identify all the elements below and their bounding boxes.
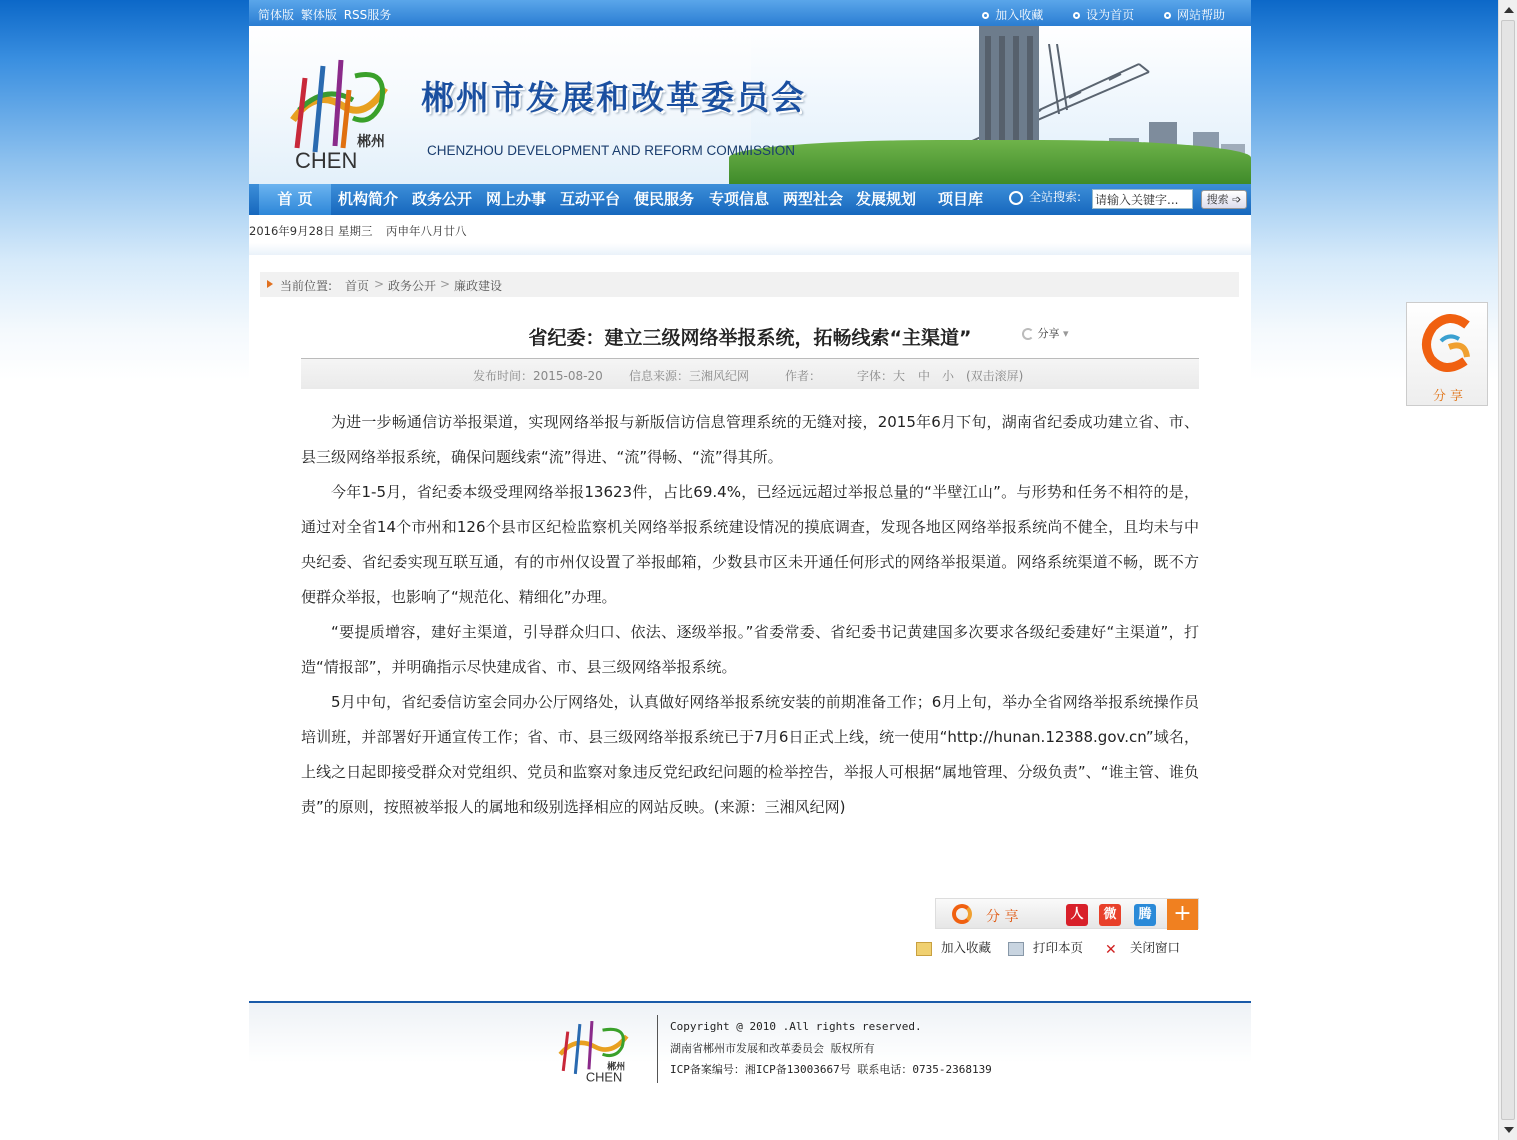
link-simplified[interactable]: 简体版 [258,8,295,22]
close-window-label: 关闭窗口 [1130,940,1181,955]
renren-icon[interactable]: 人 [1066,904,1088,926]
bullet-icon [982,12,989,19]
footer [249,1001,1251,1140]
font-medium-button[interactable]: 中 [918,369,931,383]
scroll-down-icon[interactable] [1504,1127,1514,1133]
footer-divider [657,1015,658,1083]
lunar-date: 丙申年八月廿八 [386,224,467,238]
chevron-right-icon: > [374,277,385,291]
bullet-icon [1164,12,1171,19]
nav-item-two-type-society[interactable]: 两型社会 [783,190,844,208]
scrollbar-thumb[interactable] [1501,20,1515,1120]
icp-info: ICP备案编号：湘ICP备13003667号 联系电话：0735-2368139 [670,1063,992,1076]
search-button[interactable] [1201,190,1247,209]
site-search [1009,188,1242,206]
search-input[interactable] [1092,189,1193,209]
header-banner [249,26,1251,184]
link-set-homepage[interactable] [1073,8,1134,22]
info-source: 信息来源：三湘风纪网 [629,369,750,383]
floating-share-button[interactable] [1406,302,1488,406]
nav-item-interaction[interactable]: 互动平台 [560,190,621,208]
share-logo-icon [1419,311,1477,377]
share-icon [1022,328,1034,340]
nav-item-gov-affairs[interactable]: 政务公开 [412,190,473,208]
breadcrumb-gov-affairs[interactable]: 政务公开 [388,279,437,293]
nav-item-project-library[interactable]: 项目库 [938,190,984,208]
link-rss[interactable]: RSS服务 [343,8,392,22]
search-button-label: 搜索 [1206,193,1229,206]
version-links [258,6,394,23]
link-add-favorite[interactable] [982,8,1043,22]
site-title: 郴州市发展和改革委员会 [421,78,806,117]
date-bar-fade [249,243,1251,255]
print-page-button[interactable] [1008,938,1083,956]
article-paragraph: 5月中旬，省纪委信访室会同办公厅网络处，认真做好网络举报系统安装的前期准备工作；6月上旬，举办全省网络举报系统操作员培训班，并部署好开通宣传工作；省、市、县三级网络举报系统已于7月6日正式上线，统一使用“http://hunan.12388.gov.cn”域名，上线之日起即接受群众对党组织、党员和监察对象违反党纪政纪问题的检举控告，举报人可根据“属地管理、分级负责”、“谁主管、谁负责”的原则，按照被举报人的属地和级别选择相应的网站反映。(来源：三湘风纪网) [301,693,1199,816]
main-content [249,255,1251,1008]
breadcrumb-home[interactable]: 首页 [345,279,370,293]
top-utility-bar [249,0,1251,26]
vertical-scrollbar[interactable] [1498,0,1517,1140]
nav-item-online-services[interactable]: 网上办事 [486,190,547,208]
share-dropdown-label: 分享 [1037,327,1060,340]
arrow-right-icon [267,280,273,288]
main-nav [249,184,1251,215]
share-dropdown[interactable] [1022,325,1069,341]
nav-item-public-services[interactable]: 便民服务 [634,190,695,208]
footer-logo [555,1015,641,1083]
tencent-weibo-icon[interactable]: 腾 [1134,904,1156,926]
nav-item-special-info[interactable]: 专项信息 [709,190,770,208]
article-meta [301,358,1199,389]
current-weekday: 星期三 [338,224,373,238]
author: 作者： [785,369,822,383]
search-icon [1009,191,1023,205]
breadcrumb-integrity: 廉政建设 [454,279,503,293]
arrow-right-icon: ➩ [1232,193,1242,206]
add-favorite-label: 加入收藏 [941,940,992,955]
floating-share-label: 分 享 [1432,389,1464,404]
close-icon: ✕ [1105,941,1117,958]
link-set-homepage-label: 设为首页 [1086,8,1135,22]
font-large-button[interactable]: 大 [893,369,906,383]
share-logo-icon[interactable] [952,904,972,924]
footer-text [670,1016,992,1081]
owner: 湖南省郴州市发展和改革委员会 版权所有 [670,1041,875,1055]
site-subtitle: CHENZHOU DEVELOPMENT AND REFORM COMMISSION [427,143,796,158]
footer-logo-text: CHEN [585,1069,623,1083]
scroll-hint: (双击滚屏) [966,369,1024,383]
printer-icon [1008,942,1024,956]
link-traditional[interactable]: 繁体版 [300,8,337,22]
article-title: 省纪委：建立三级网络举报系统，拓畅线索“主渠道” [528,327,972,349]
footer-logo-chars: 郴州 [607,1062,626,1073]
nav-item-about[interactable]: 机构简介 [338,190,399,208]
logo-chars: 郴州 [357,134,385,150]
article-body [301,405,1199,825]
share-toolbar [935,898,1199,929]
search-label: 全站搜索: [1029,190,1082,204]
share-label[interactable]: 分 享 [986,909,1019,925]
page-wrapper [249,0,1251,1140]
font-size-label: 字体： [857,369,894,383]
nav-item-home[interactable]: 首 页 [259,184,331,215]
chevron-right-icon: > [440,277,451,291]
article-paragraph: 今年1-5月，省纪委本级受理网络举报13623件，占比69.4%，已经远远超过举报总量的“半壁江山”。与形势和任务不相符的是，通过对全省14个市州和126个县市区纪检监察机关网络举报系统建设情况的摸底调查，发现各地区网络举报系统尚不健全，且均未与中央纪委、省纪委实现互联互通，有的市州仅设置了举报邮箱，少数县市区未开通任何形式的网络举报渠道。网络系统渠道不畅，既不方便群众举报，也影响了“规范化、精细化”办理。 [301,483,1199,606]
chenzhou-logo [285,48,397,170]
article-paragraph: “要提质增容，建好主渠道，引导群众归口、依法、逐级举报。”省委常委、省纪委书记黄建国多次要求各级纪委建好“主渠道”，打造“情报部”，并明确指示尽快建成省、市、县三级网络举报系统。 [301,623,1199,676]
folder-icon [916,942,932,956]
tree-line [729,140,1251,184]
nav-item-development-plan[interactable]: 发展规划 [856,190,917,208]
breadcrumb-label: 当前位置: [280,279,333,293]
more-share-button[interactable]: + [1167,899,1198,930]
font-small-button[interactable]: 小 [942,369,955,383]
site-links [956,6,1225,23]
bullet-icon [1073,12,1080,19]
current-date: 2016年9月28日 [249,224,335,238]
scroll-up-icon[interactable] [1504,7,1514,13]
add-favorite-button[interactable] [916,938,991,956]
date-bar [249,215,1251,243]
logo-text: CHEN [295,148,358,170]
close-window-button[interactable] [1105,938,1180,956]
print-page-label: 打印本页 [1033,940,1084,955]
link-site-help[interactable] [1164,8,1225,22]
publish-date: 发布时间：2015-08-20 [473,369,603,383]
link-add-favorite-label: 加入收藏 [995,8,1044,22]
breadcrumb [260,272,1239,297]
link-site-help-label: 网站帮助 [1176,8,1225,22]
weibo-icon[interactable]: 微 [1099,904,1121,926]
copyright: Copyright @ 2010 .All rights reserved. [670,1020,922,1033]
article-paragraph: 为进一步畅通信访举报渠道，实现网络举报与新版信访信息管理系统的无缝对接，2015年6月下旬，湖南省纪委成功建立省、市、县三级网络举报系统，确保问题线索“流”得进、“流”得畅、“流”得其所。 [301,413,1199,466]
chevron-down-icon: ▾ [1063,327,1069,340]
